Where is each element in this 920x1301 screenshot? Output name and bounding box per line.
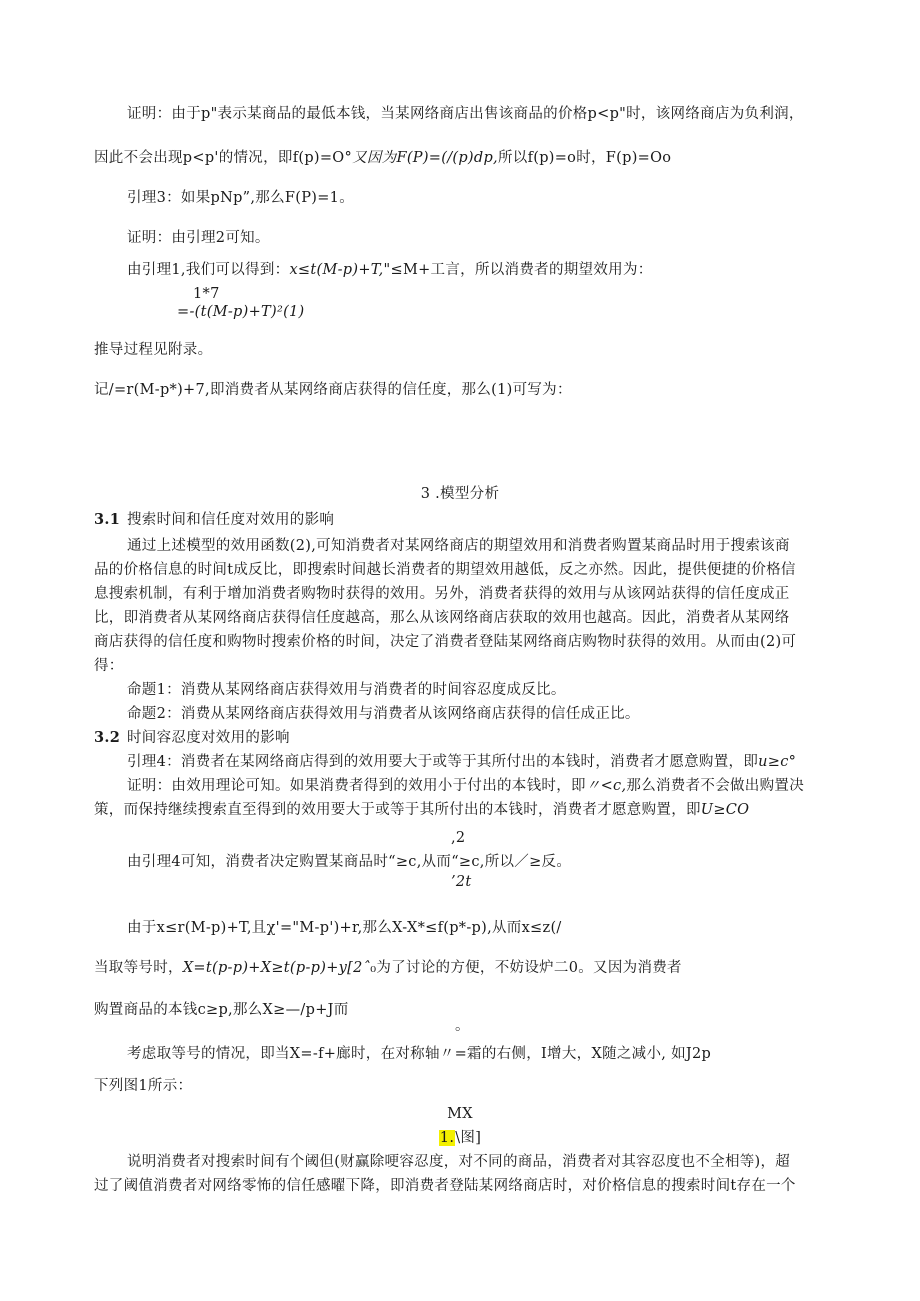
- figure-reference: 下列图1所示：: [94, 1078, 193, 1094]
- equality-text: 当取等号时，: [94, 960, 183, 976]
- derivation-text: 由引理1,我们可以得到：: [127, 262, 290, 278]
- lemma-4-text: 引理4：消费者在某网络商店得到的效用要大于或等于其所付出的本钱时，消费者才愿意购置，即: [127, 754, 759, 770]
- proof-4-line-1: [127, 776, 804, 796]
- lemma-3: 引理3：如果pNp”,那么F(P)=1。: [127, 190, 355, 206]
- equality-formula: X=t(p-p)+X≥t(p-p)+y[2ˆ: [182, 960, 371, 976]
- trust-definition: 记/=r(M-p*)+7,即消费者从某网络商店获得的信任度，那么(1)可写为：: [94, 382, 572, 398]
- proof-4-text-c: 策，而保持继续搜索直至得到的效用要大于或等于其所付出的本钱时，消费者才愿意购置，即: [94, 802, 701, 818]
- lemma-4: [127, 752, 796, 772]
- equation-1-numerator: 1*7: [193, 286, 220, 302]
- equation-1: =-(t(M-p)+T)²(1): [177, 304, 305, 320]
- equality-case-analysis: 考虑取等号的情况，即当X=-f+廊时，在对称轴〃=霜的右侧，I增大，X随之减小, 如J2p: [127, 1046, 712, 1062]
- inequality-derivation: 由于x≤r(M-p)+T,且χ'="M-p')+r,那么X-X*≤f(p*-p),从而x≤z(/: [127, 920, 562, 936]
- section-3-1-line-3: 息搜索机制，有利于增加消费者购物时获得的效用。另外，消费者获得的效用与从该网站获得的信任度成正: [94, 586, 790, 602]
- proof-3: 证明：由引理2可知。: [127, 230, 270, 246]
- derivation-rest: "≤M+工言，所以消费者的期望效用为：: [383, 262, 653, 278]
- lemma-1-derivation: [127, 260, 653, 280]
- appendix-note: 推导过程见附录。: [94, 342, 213, 358]
- section-3-1-line-4: 比，即消费者从某网络商店获得信任度越高，那么从该网络商店获取的效用也越高。因此，消费者从某网络: [94, 610, 790, 626]
- section-3-2-number: 3.2: [94, 729, 121, 746]
- section-3-title: 3 .模型分析: [420, 486, 500, 502]
- derivation-formula: x≤t(M-p)+T,: [289, 262, 384, 278]
- section-3-1-line-2: 品的价格信息的时间t成反比，即搜索时间越长消费者的期望效用越低，反之亦然。因此，提供便捷的价格信: [94, 562, 796, 578]
- proof-line-2: [94, 148, 671, 168]
- integral-formula: 又因为F(P)=(/(p)dp,: [352, 150, 498, 166]
- fraction-top: ,2: [451, 830, 466, 846]
- proof-4-formula-b: U≥CO: [700, 802, 750, 818]
- fraction-bottom: ’2t: [451, 874, 472, 890]
- proof-line-2-end: 所以f(p)=o时，F(p)=Oo: [497, 150, 672, 166]
- proof-4-line-2: [94, 800, 749, 820]
- proof-line-1: 证明：由于p"表示某商品的最低本钱，当某网络商店出售该商品的价格p<p"时，该网络商店为负利润，: [127, 106, 804, 122]
- section-3-1-line-1: 通过上述模型的效用函数(2),可知消费者对某网络商店的期望效用和消费者购置某商品时用于搜索该商: [127, 538, 790, 554]
- lemma-4-formula: u≥c°: [758, 754, 797, 770]
- figure-caption: [0, 1128, 920, 1148]
- equality-rest: ₀为了讨论的方便，不妨设炉二0。又因为消费者: [370, 960, 682, 976]
- proposition-2: 命题2：消费从某网络商店获得效用与消费者从该网络商店获得的信任成正比。: [127, 706, 640, 722]
- conclusion-line-1: 说明消费者对搜索时间有个阈但(财赢除哽容忍度，对不同的商品，消费者对其容忍度也不全相等)，超: [127, 1154, 791, 1170]
- proof-4-text-a: 证明：由效用理论可知。如果消费者得到的效用小于付出的本钱时，即: [127, 778, 586, 794]
- proof-4-formula-a: 〃<c,: [585, 778, 627, 794]
- proposition-1: 命题1：消费从某网络商店获得效用与消费者的时间容忍度成反比。: [127, 682, 566, 698]
- figure-label: MX: [447, 1106, 473, 1122]
- lemma-4-consequence: 由引理4可知，消费者决定购置某商品时“≥c,从而“≥c,所以／≥反。: [127, 854, 572, 870]
- section-3-1-line-5: 商店获得的信任度和购物时搜索价格的时间，决定了消费者登陆某网络商店购物时获得的效用。从而由(2)可: [94, 634, 797, 650]
- figure-number-highlight: 1.: [439, 1130, 455, 1146]
- section-3-2-title: 时间容忍度对效用的影响: [127, 730, 290, 746]
- section-3-1-heading: [94, 510, 334, 530]
- section-3-1-title: 搜索时间和信任度对效用的影响: [127, 512, 335, 528]
- cost-condition: 购置商品的本钱c≥p,那么X≥—/p+J而: [94, 1002, 349, 1018]
- figure-caption-text: \图]: [455, 1130, 482, 1146]
- section-3-2-heading: [94, 728, 290, 748]
- section-3-1-number: 3.1: [94, 511, 121, 528]
- proof-4-text-b: 那么消费者不会做出购置决: [626, 778, 804, 794]
- stray-period: 。: [455, 1018, 470, 1034]
- equality-case-line: [94, 958, 682, 978]
- conclusion-line-2: 过了阈值消费者对网络零怖的信任感曜下降，即消费者登陆某网络商店时，对价格信息的搜索时间t存在一个: [94, 1178, 796, 1194]
- section-3-1-line-6: 得：: [94, 658, 124, 674]
- proof-line-2-text: 因此不会出现p<p'的情况，即f(p)=O°: [94, 150, 353, 166]
